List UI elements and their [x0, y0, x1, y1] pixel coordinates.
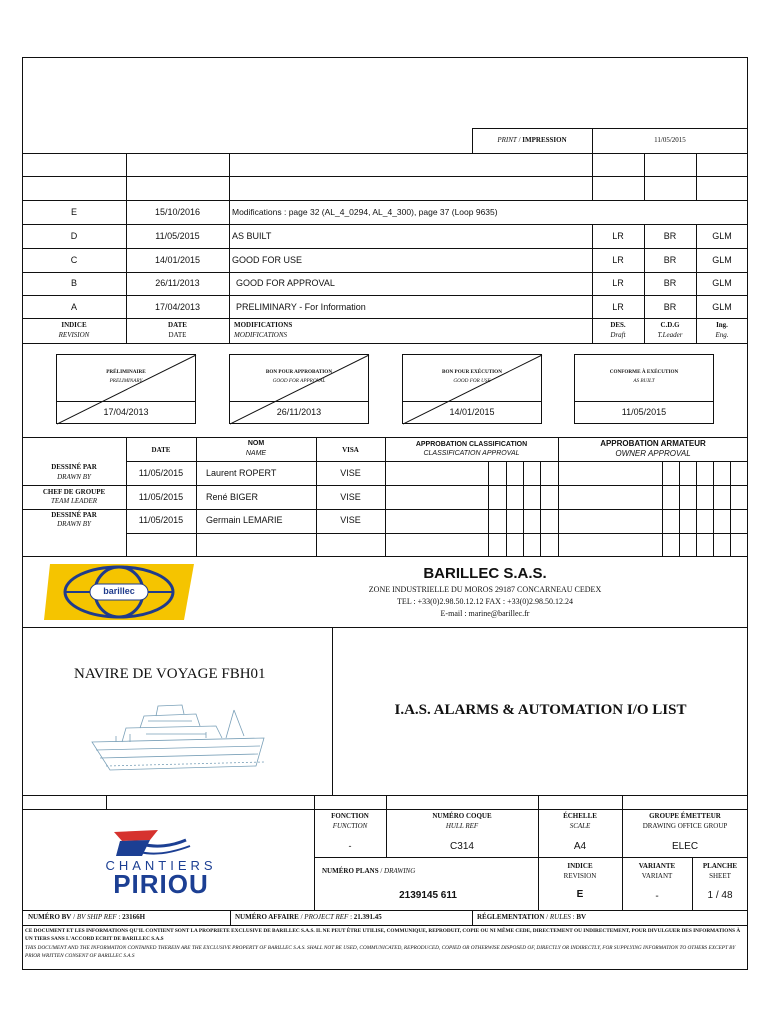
print-date: 11/05/2015: [654, 136, 686, 144]
company-name: BARILLEC S.A.S.: [423, 565, 547, 582]
vessel-name: NAVIRE DE VOYAGE FBH01: [74, 666, 266, 682]
revision-value: E: [576, 889, 584, 900]
ship-drawing: [86, 700, 272, 780]
builder-line-1: CHANTIERS: [105, 858, 217, 873]
legal-notice-fr: CE DOCUMENT ET LES INFORMATIONS QU'IL CONTIENT SONT LA PROPRIETE EXCLUSIVE DE BARILLEC S.A.S. IL NE PEUT ÊTRE UTILISE, COMMUNIQUE, REPRODUIT, COPIE OU NI MÊME CEDE, DIRECTEMENT OU INDIRECTEMENT, POUR DIVULGUER DES INFORMATIONS À UN TIERS SANS L'ACCORD ECRIT DE BARILLEC S.A.S: [25, 928, 741, 942]
scale-value: A4: [573, 841, 587, 852]
logo-text: barillec: [103, 586, 135, 596]
group-value: ELEC: [671, 841, 699, 852]
fonction-value: -: [348, 841, 352, 851]
drawing-number: 2139145 611: [399, 890, 457, 901]
print-label: PRINT / IMPRESSION: [497, 136, 567, 144]
document-title: I.A.S. ALARMS & AUTOMATION I/O LIST: [394, 702, 687, 718]
legal-notice-en: THIS DOCUMENT AND THE INFORMATION CONTAINED THEREIN ARE THE EXCLUSIVE PROPERTY OF BARILLEC S.A.S. SHALL NOT BE USED, COMMUNICATED, REPRODUCED, COPIED OR OTHERWISE DISPOSED OF, DIRECTLY OR INDIRECTLY, FOR SUPPLYING INFORMATION TO OTHERS EXCEPT BY PRIOR WRITTEN CONSENT OF BARILLEC S.A.S: [25, 945, 736, 959]
company-email: E-mail : marine@barillec.fr: [440, 609, 530, 618]
variant-value: -: [655, 891, 659, 902]
builder-line-2: PIRIOU: [113, 869, 209, 899]
project-ref: NUMÉRO AFFAIRE / PROJECT REF : 21.391.45: [235, 913, 382, 921]
bv-ref: NUMÉRO BV / BV SHIP REF : 23166H: [28, 913, 146, 921]
company-phone: TEL : +33(0)2.98.50.12.12 FAX : +33(0)2.98.50.12.24: [397, 597, 573, 606]
sheet-value: 1 / 48: [707, 890, 733, 901]
rules-ref: RÉGLEMENTATION / RULES : BV: [477, 913, 587, 921]
hull-value: C314: [450, 841, 474, 852]
company-address: ZONE INDUSTRIELLE DU MOROS 29187 CONCARNEAU CEDEX: [368, 585, 602, 594]
drawing-number-label: NUMÉRO PLANS / DRAWING: [322, 867, 416, 875]
